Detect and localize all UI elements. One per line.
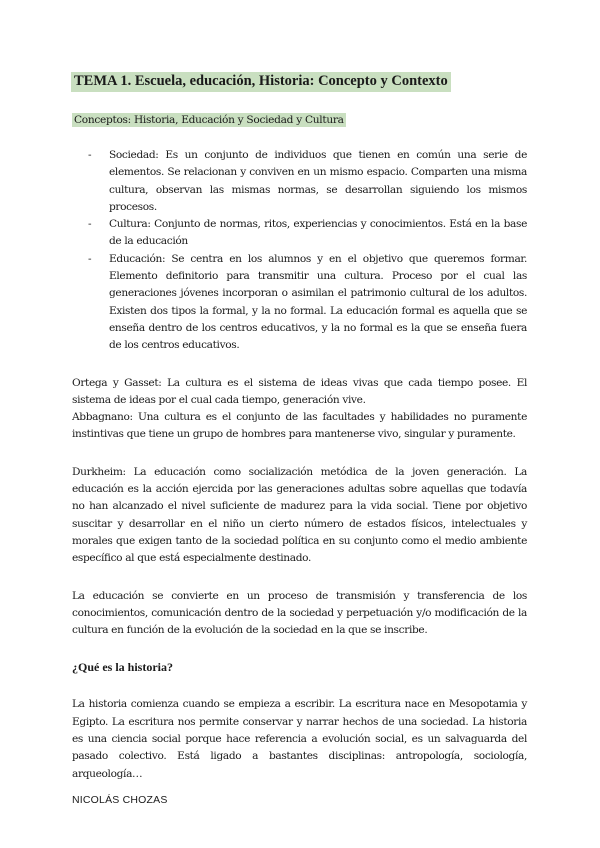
list-item-sociedad: - Sociedad: Es un conjunto de individuos que tienen en común una serie de elementos. Se relacionan y conviven en un mismo espacio. Comparten una misma cultura, observan las mismas normas, se desarrollan siguiendo los mismos procesos. <box>88 147 527 216</box>
document-title: TEMA 1. Escuela, educación, Historia: Concepto y Contexto <box>71 72 451 92</box>
section-subtitle: Conceptos: Historia, Educación y Sociedad y Cultura <box>74 114 344 126</box>
list-item-cultura: - Cultura: Conjunto de normas, ritos, experiencias y conocimientos. Está en la base de la educación <box>88 216 527 251</box>
paragraph-historia: La historia comienza cuando se empieza a escribir. La escritura nace en Mesopotamia y Egipto. La escritura nos permite conservar y narrar hechos de una sociedad. La historia es una ciencia social porque hace referencia a evolución social, es un salvaguarda del pasado colectivo. Está ligado a bastantes disciplinas: antropología, sociología, arqueología… <box>72 698 527 780</box>
concept-list <box>88 147 527 355</box>
paragraph-durkheim: Durkheim: La educación como socialización metódica de la joven generación. La educación es la acción ejercida por las generaciones adultas sobre aquellas que todavía no han alcanzado el nivel suficiente de madurez para la vida social. Tiene por objetivo suscitar y desarrollar en el niño un cierto número de estados físicos, intelectuales y morales que exigen tanto de la sociedad política en su conjunto como el medio ambiente específico al que está especialmente destinado. <box>72 465 527 565</box>
question-heading: ¿Qué es la historia? <box>72 660 173 675</box>
document-page <box>72 70 527 783</box>
list-item-educacion: - Educación: Se centra en los alumnos y en el objetivo que queremos formar. Elemento definitorio para transmitir una cultura. Proceso por el cual las generaciones jóvenes incorporan o asimilan el patrimonio cultural de los adultos. Existen dos tipos la formal, y la no formal. La educación formal es aquella que se enseña dentro de los centros educativos, y la no formal es la que se enseña fuera de los centros educativos. <box>88 251 527 355</box>
paragraph-ortega: Ortega y Gasset: La cultura es el sistema de ideas vivas que cada tiempo posee. El sistema de ideas por el cual cada tiempo, generación vive. <box>72 376 527 406</box>
paragraph-abbagnano: Abbagnano: Una cultura es el conjunto de las facultades y habilidades no puramente instintivas que tiene un grupo de hombres para mantenerse vivo, singular y puramente. <box>72 411 527 441</box>
footer-author: NICOLÁS CHOZAS <box>72 794 168 806</box>
paragraph-transmision: La educación se convierte en un proceso de transmisión y transferencia de los conocimientos, comunicación dentro de la sociedad y perpetuación y/o modificación de la cultura en función de la evolución de la sociedad en la que se inscribe. <box>72 589 527 637</box>
